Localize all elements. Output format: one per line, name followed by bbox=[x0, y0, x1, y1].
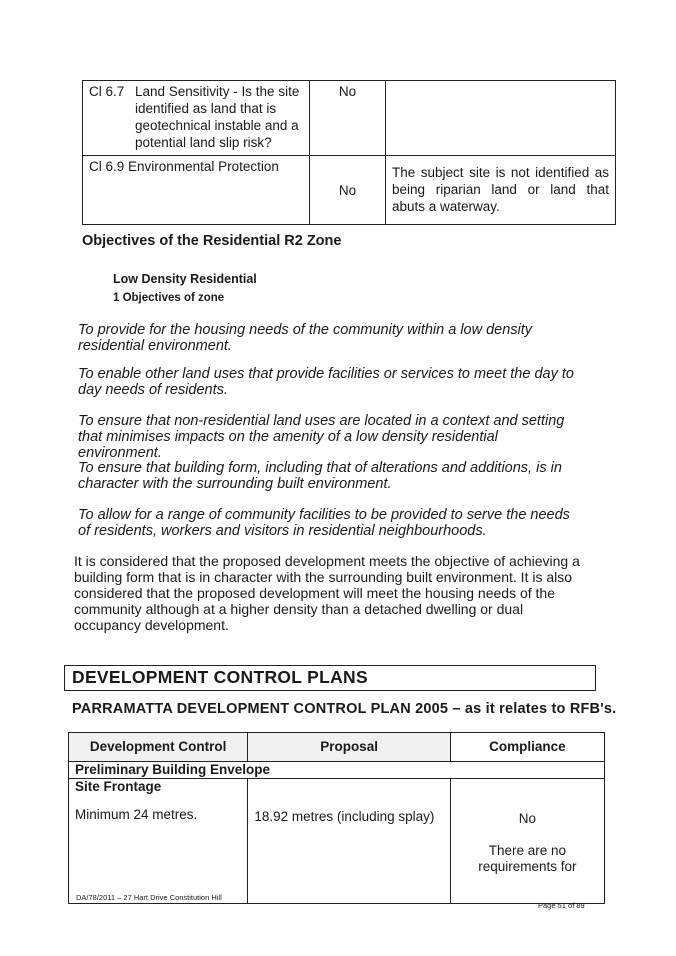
objective-item: To ensure that building form, including that of alterations and additions, is in character with the surrounding built environment. bbox=[78, 460, 562, 492]
comment-cell: The subject site is not identified as being riparian land or land that abuts a waterway. bbox=[386, 156, 616, 225]
clause-text: Environmental Protection bbox=[128, 159, 279, 174]
proposal-cell: 18.92 metres (including splay) bbox=[248, 779, 451, 904]
compliance-cell bbox=[450, 779, 604, 904]
compliance-value: No bbox=[518, 811, 537, 826]
table-header-row bbox=[69, 733, 605, 762]
objective-item: To allow for a range of community facilities to be provided to serve the needs of residents, workers and visitors in residential neighbourhoods. bbox=[78, 507, 570, 539]
dcp-table bbox=[68, 732, 605, 904]
dcp-subtitle: PARRAMATTA DEVELOPMENT CONTROL PLAN 2005 – as it relates to RFB's. bbox=[72, 701, 617, 717]
column-header: Proposal bbox=[248, 733, 451, 762]
clause-number: Cl 6.9 bbox=[89, 159, 125, 174]
comment-cell bbox=[386, 81, 616, 156]
group-row bbox=[69, 762, 605, 779]
footer-reference: DA/78/2011 – 27 Hart Drive Constitution Hill bbox=[76, 893, 222, 902]
page-number: Page 51 of 89 bbox=[538, 901, 585, 910]
assessment-paragraph: It is considered that the proposed development meets the objective of achieving a building form that is in character with the surrounding built environment. It is also considered that the proposed development will meet the housing needs of the community although at a higher density than a detached dwelling or dual occupancy development. bbox=[74, 553, 580, 633]
group-label: Preliminary Building Envelope bbox=[69, 762, 451, 779]
compliance-note: There are no requirements for bbox=[478, 843, 577, 874]
objective-item: To provide for the housing needs of the community within a low density residential environment. bbox=[78, 322, 533, 354]
zone-subheading: Low Density Residential bbox=[113, 272, 257, 286]
clause-table bbox=[82, 80, 616, 225]
answer-cell: No bbox=[310, 81, 386, 156]
column-header: Development Control bbox=[69, 733, 248, 762]
section-title: DEVELOPMENT CONTROL PLANS bbox=[72, 667, 368, 687]
clause-cell bbox=[83, 156, 310, 225]
objective-item: To ensure that non-residential land uses are located in a context and setting that minimises impacts on the amenity of a low density residential environment. bbox=[78, 413, 565, 461]
objective-item: To enable other land uses that provide facilities or services to meet the day to day needs of residents. bbox=[78, 366, 574, 398]
table-row bbox=[83, 156, 616, 225]
control-value: Minimum 24 metres. bbox=[75, 807, 198, 822]
objectives-subheading: 1 Objectives of zone bbox=[113, 292, 225, 304]
clause-cell bbox=[83, 81, 310, 156]
table-row bbox=[83, 81, 616, 156]
control-title: Site Frontage bbox=[75, 779, 162, 794]
answer-cell: No bbox=[310, 156, 386, 225]
group-empty-cell bbox=[450, 762, 604, 779]
control-cell bbox=[69, 779, 248, 904]
clause-number: Cl 6.7 bbox=[89, 84, 125, 99]
clause-text: Land Sensitivity - Is the site identified as land that is geotechnical instable and a potential land slip risk? bbox=[135, 84, 300, 150]
column-header: Compliance bbox=[450, 733, 604, 762]
table-row bbox=[69, 779, 605, 904]
objectives-heading: Objectives of the Residential R2 Zone bbox=[82, 233, 342, 249]
